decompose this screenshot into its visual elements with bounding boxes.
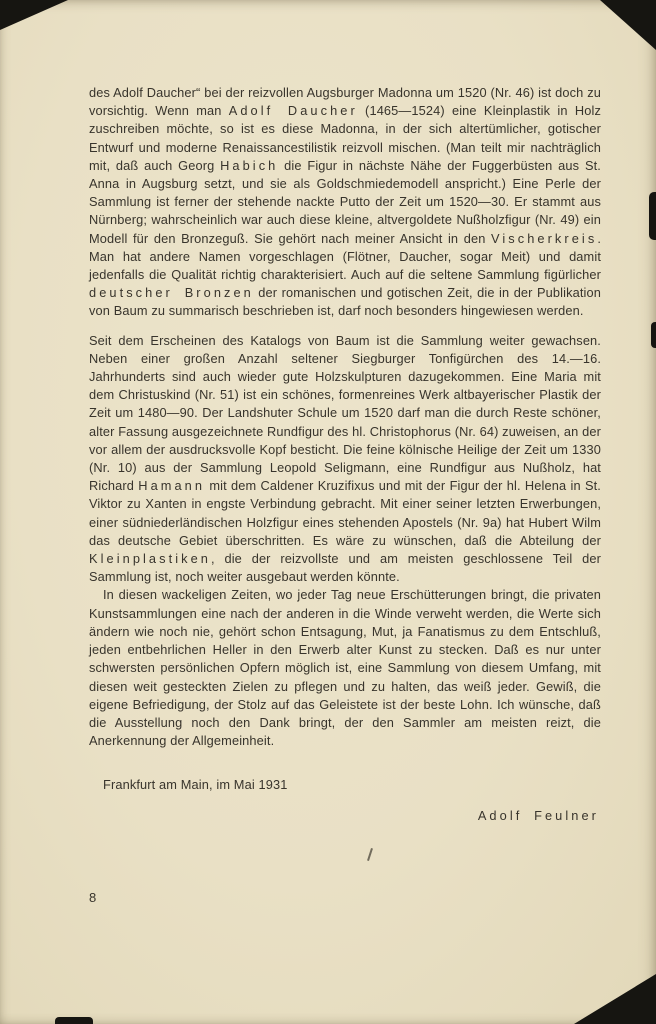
paragraph bbox=[89, 332, 601, 587]
paragraphs-container bbox=[89, 84, 601, 750]
page-number: 8 bbox=[89, 890, 97, 905]
body-text: des Adolf Daucher“ bei der reizvollen Augsburger Madonna um 1520 (Nr. 46) ist doch zu vorsichtig. Wenn man bbox=[89, 85, 601, 119]
scan-artifact-top-left bbox=[0, 0, 68, 30]
emphasized-text: Adolf Daucher bbox=[228, 103, 358, 119]
scan-artifact-top-right bbox=[600, 0, 656, 50]
page-text bbox=[89, 84, 601, 825]
scan-artifact-right-edge-2 bbox=[651, 322, 656, 348]
paragraph bbox=[89, 586, 601, 750]
body-text: In diesen wackeligen Zeiten, wo jeder Tag neue Erschütterungen bringt, die privaten Kunstsammlungen eine nach der anderen in die Winde verweht werden, die Werte sich ändern wie noch nie, gehört schon Entsagung, Mut, ja Fanatismus zu dem Entschluß, jeden entbehrlichen Heller in den Erwerb alter Kunst zu stecken. Daß es nur unter schwersten persönlichen Opfern möglich ist, eine Sammlung von diesem Umfang, mit diesen weit gesteckten Zielen zu pflegen und zu halten, das weiß jeder. Gewiß, die eigene Befriedigung, der Stolz auf das Geleistete ist der beste Lohn. Ich wünsche, daß die Ausstellung noch den Dank bringt, der den Sammler am meisten reizt, die Anerkennung der Allgemeinheit. bbox=[89, 587, 601, 749]
scan-artifact-bottom-edge bbox=[55, 1017, 93, 1024]
body-text: der romanischen und gotischen Zeit, die in der Publikation von Baum zu summarisch beschrieben ist, darf noch besonders hingewiesen werden. bbox=[89, 285, 602, 319]
scan-artifact-right-edge-1 bbox=[649, 192, 656, 240]
body-text: mit dem Caldener Kruzifixus und mit der Figur der hl. Helena in St. Viktor zu Xanten in engste Verbindung gebracht. Mit einer seiner letzten Erwerbungen, einer südniederländischen Holzfigur eines stehenden Apostels (Nr. 9a) hat Hubert Wilm das deutsche Gebiet überschritten. Es wäre zu wünschen, daß die Abteilung der bbox=[89, 478, 601, 548]
emphasized-text: Kleinplastiken bbox=[89, 551, 211, 567]
scan-artifact-bottom-right bbox=[574, 974, 656, 1024]
emphasized-text: Vischerkreis bbox=[490, 230, 598, 246]
body-text: Seit dem Erscheinen des Katalogs von Baum ist die Sammlung weiter gewachsen. Neben einer großen Anzahl seltener Siegburger Tonfigürchen des 14.—16. Jahrhunderts sind auch wieder gute Holzskulpturen dazugekommen. Eine Maria mit dem Christuskind (Nr. 51) ist ein schönes, formenreines Werk altbayerischer Plastik der Zeit um 1480—90. Der Landshuter Schule um 1520 darf man die durch Reste schöner, alter Fassung ausgezeichnete Rundfigur des hl. Christophorus (Nr. 64) zuweisen, an der vor allem der ausdrucksvolle Kopf besticht. Die feine kölnische Heilige der Zeit um 1330 (Nr. 10) aus der Sammlung Leopold Seligmann, eine Rundfigur aus Nußholz, hat Richard bbox=[89, 332, 601, 494]
emphasized-text: deutscher Bronzen bbox=[89, 285, 254, 301]
signature: Adolf Feulner bbox=[477, 807, 599, 823]
dateline: Frankfurt am Main, im Mai 1931 bbox=[103, 777, 288, 793]
emphasized-text: Hamann bbox=[138, 478, 206, 494]
body-text: die Figur in nächste Nähe der Fuggerbüsten aus St. Anna in Augsburg setzt, und sie als Goldschmiedemodell anspricht.) Eine Perle der Sammlung ist ferner der stehende nackte Putto der Zeit um 1520—30. Er stammt aus Nürnberg; wahrscheinlich war auch diese kleine, altvergoldete Nußholzfigur (Nr. 49) ein Modell für den Bronzeguß. Sie gehört nach meiner Ansicht in den bbox=[89, 157, 601, 246]
body-text: (1465—1524) eine Kleinplastik in Holz zuschreiben möchte, so ist es diese Madonna, in der sich altertümlicher, gotischer Entwurf und moderne Renaissancestilistik reizvoll mischen. (Man teilt mir nachträglich mit, daß auch Georg bbox=[89, 103, 601, 173]
paragraph bbox=[89, 84, 601, 321]
body-text: , die der reizvollste und am meisten geschlossene Teil der Sammlung ist, noch weiter ausgebaut werden könnte. bbox=[89, 551, 601, 585]
body-text: . Man hat andere Namen vorgeschlagen (Flötner, Daucher, sogar Meit) und damit jedenfalls die Qualität richtig charakterisiert. Auch auf die seltene Sammlung figürlicher bbox=[89, 230, 601, 283]
emphasized-text: Habich bbox=[220, 157, 279, 173]
scan-artifact-stray-mark bbox=[367, 848, 373, 861]
